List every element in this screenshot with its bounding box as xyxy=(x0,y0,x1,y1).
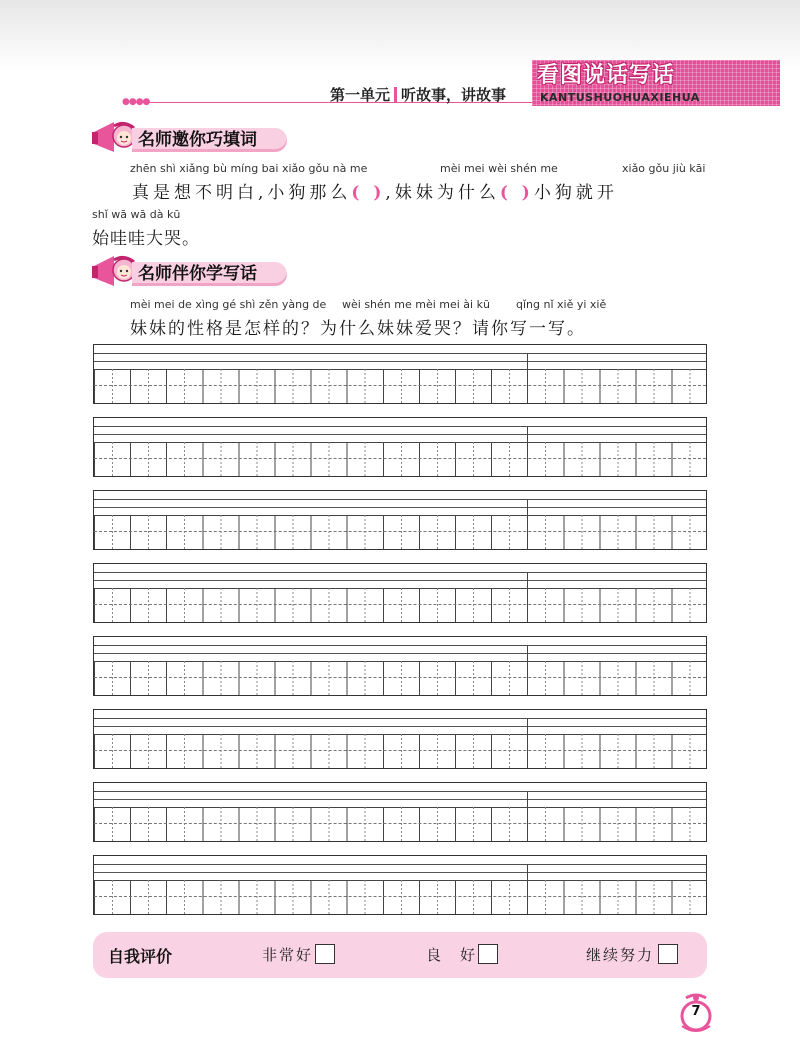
page-number: 7 xyxy=(691,1004,701,1019)
pinyin-line: zhēn shì xiǎng bù míng bai xiǎo gǒu nà me xyxy=(130,162,368,175)
sentence-part: 小狗就开 xyxy=(533,183,618,203)
unit-name: 第一单元 xyxy=(330,86,391,104)
writing-prompt: 妹妹的性格是怎样的？为什么妹妹爱哭？请你写一写。 xyxy=(130,319,586,339)
eval-checkbox-good[interactable] xyxy=(478,944,498,964)
pinyin-line: mèi mei de xìng gé shì zěn yàng de xyxy=(130,298,327,311)
eval-option-label: 非常好 xyxy=(262,946,314,964)
section-title: 名师伴你学写话 xyxy=(132,262,287,286)
lesson-name: 听故事，讲故事 xyxy=(401,86,507,104)
section-title: 名师邀你巧填词 xyxy=(132,128,287,152)
sentence-part: 真是想不明白,小狗那么 xyxy=(132,183,352,203)
writing-grid-row[interactable] xyxy=(93,636,707,696)
writing-grid-row[interactable] xyxy=(93,490,707,550)
writing-grid-row[interactable] xyxy=(93,417,707,477)
answer-blank[interactable]: ( ) xyxy=(499,183,534,203)
eval-checkbox-keep-trying[interactable] xyxy=(658,944,678,964)
writing-grid-row[interactable] xyxy=(93,782,707,842)
eval-option-label: 继续努力 xyxy=(586,946,655,964)
writing-grid-row[interactable] xyxy=(93,709,707,769)
brand-title: 看图说话写话 xyxy=(537,63,676,88)
sentence-part: ,妹妹为什么 xyxy=(385,183,500,203)
writing-grid-row[interactable] xyxy=(93,563,707,623)
brand-pinyin: KANTUSHUOHUAXIEHUA xyxy=(540,91,700,104)
self-evaluation-title: 自我评价 xyxy=(108,947,173,966)
fill-sentence-line1 xyxy=(132,178,618,203)
unit-label xyxy=(330,84,506,105)
pinyin-line: qǐng nǐ xiě yi xiě xyxy=(516,298,607,311)
fill-sentence-line2: 始哇哇大哭。 xyxy=(92,229,200,249)
pinyin-line: wèi shén me mèi mei ài kū xyxy=(342,298,490,311)
pinyin-line: xiǎo gǒu jiù kāi xyxy=(622,162,706,175)
writing-grid-row[interactable] xyxy=(93,344,707,404)
unit-separator xyxy=(394,87,397,102)
eval-checkbox-very-good[interactable] xyxy=(315,944,335,964)
pinyin-line: mèi mei wèi shén me xyxy=(440,162,558,175)
answer-blank[interactable]: ( ) xyxy=(351,183,386,203)
writing-grid-row[interactable] xyxy=(93,855,707,915)
header-dots-decoration: ●●●● xyxy=(122,97,150,107)
pinyin-line: shǐ wā wā dà kū xyxy=(92,208,181,221)
eval-option-label: 良 好 xyxy=(426,946,478,964)
